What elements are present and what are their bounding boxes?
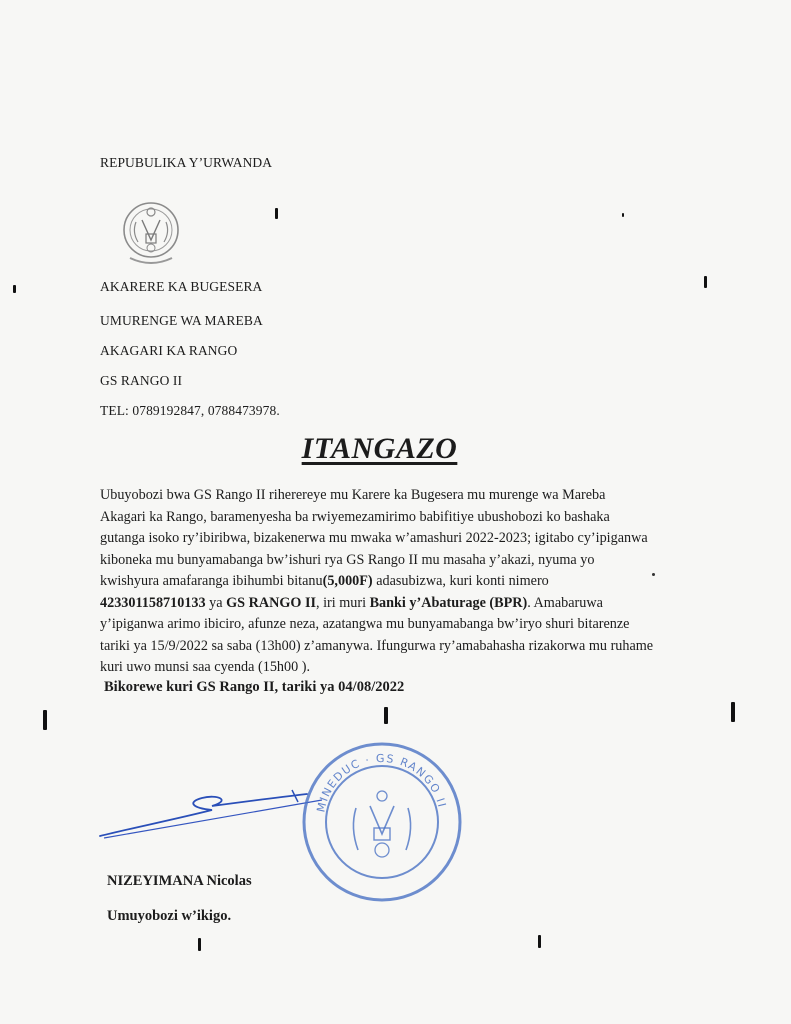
scan-mark <box>275 208 278 219</box>
body-fragment: adasubizwa, kuri konti nimero <box>372 573 549 589</box>
account-name: GS RANGO II <box>226 594 316 611</box>
signatory-role: Umuyobozi w’ikigo. <box>107 908 232 924</box>
document-title <box>0 432 791 466</box>
body-line: Ubuyobozi bwa GS Rango II riherereye mu Karere ka Bugesera mu murenge wa Mareba <box>100 487 606 503</box>
signatory-name: NIZEYIMANA Nicolas <box>107 873 252 889</box>
body-fragment: kwishyura amafaranga ibihumbi bitanu <box>100 573 323 589</box>
rwanda-emblem-icon <box>120 198 182 270</box>
body-line <box>100 571 710 593</box>
body-line: tariki ya 15/9/2022 sa saba (13h00) z’amanywa. Ifungurwa ry’amabahasha rizakorwa mu ruhame <box>100 637 654 654</box>
amount-bold: (5,000F) <box>322 573 373 589</box>
cell-name: AKAGARI KA RANGO <box>100 343 238 358</box>
school-name: GS RANGO II <box>100 373 183 388</box>
body-fragment: . Amabaruwa <box>527 594 603 611</box>
official-stamp-icon <box>300 738 465 903</box>
title-text: ITANGAZO <box>301 432 458 465</box>
svg-text:MINEDUC · GS RANGO II: MINEDUC · GS RANGO II <box>314 751 449 814</box>
body-line: y’ipiganwa arimo ibiciro, afunze neza, azatangwa mu bunyamabanga bw’iryo shuri bitarenze <box>100 616 630 632</box>
sector-name: UMURENGE WA MAREBA <box>100 313 263 328</box>
signed-place-date: Bikorewe kuri GS Rango II, tariki ya 04/08/2022 <box>104 679 405 695</box>
body-line <box>100 593 710 615</box>
scan-mark <box>622 213 624 217</box>
scan-mark <box>13 285 16 293</box>
body-line: kuri uwo munsi saa cyenda (15h00 ). <box>100 659 311 675</box>
scan-speck <box>652 573 655 576</box>
scan-mark <box>538 935 541 948</box>
district-name: AKARERE KA BUGESERA <box>100 279 263 294</box>
country-name: REPUBULIKA Y’URWANDA <box>100 155 273 170</box>
announcement-body <box>100 485 710 679</box>
scan-mark <box>43 710 47 730</box>
body-fragment: ya <box>205 594 227 611</box>
telephone-numbers: TEL: 0789192847, 0788473978. <box>100 403 280 418</box>
bank-name: Banki y’Abaturage (BPR) <box>369 594 528 611</box>
body-fragment: , iri muri <box>316 594 370 611</box>
body-line: Akagari ka Rango, baramenyesha ba rwiyemezamirimo babifitiye ubushobozi ko bashaka <box>100 508 610 525</box>
body-line: kiboneka mu bunyamabanga bw’ishuri rya GS Rango II mu masaha y’akazi, nyuma yo <box>100 551 595 568</box>
handwritten-signature-icon <box>92 780 332 850</box>
scan-mark <box>731 702 735 722</box>
scan-mark <box>198 938 201 951</box>
scan-mark <box>384 707 388 724</box>
scan-mark <box>704 276 707 288</box>
account-number: 423301158710133 <box>100 594 206 611</box>
body-line: gutanga isoko ry’ibiribwa, bizakenerwa mu mwaka w’amashuri 2022-2023; igitabo cy’ipiganwa <box>100 530 648 546</box>
